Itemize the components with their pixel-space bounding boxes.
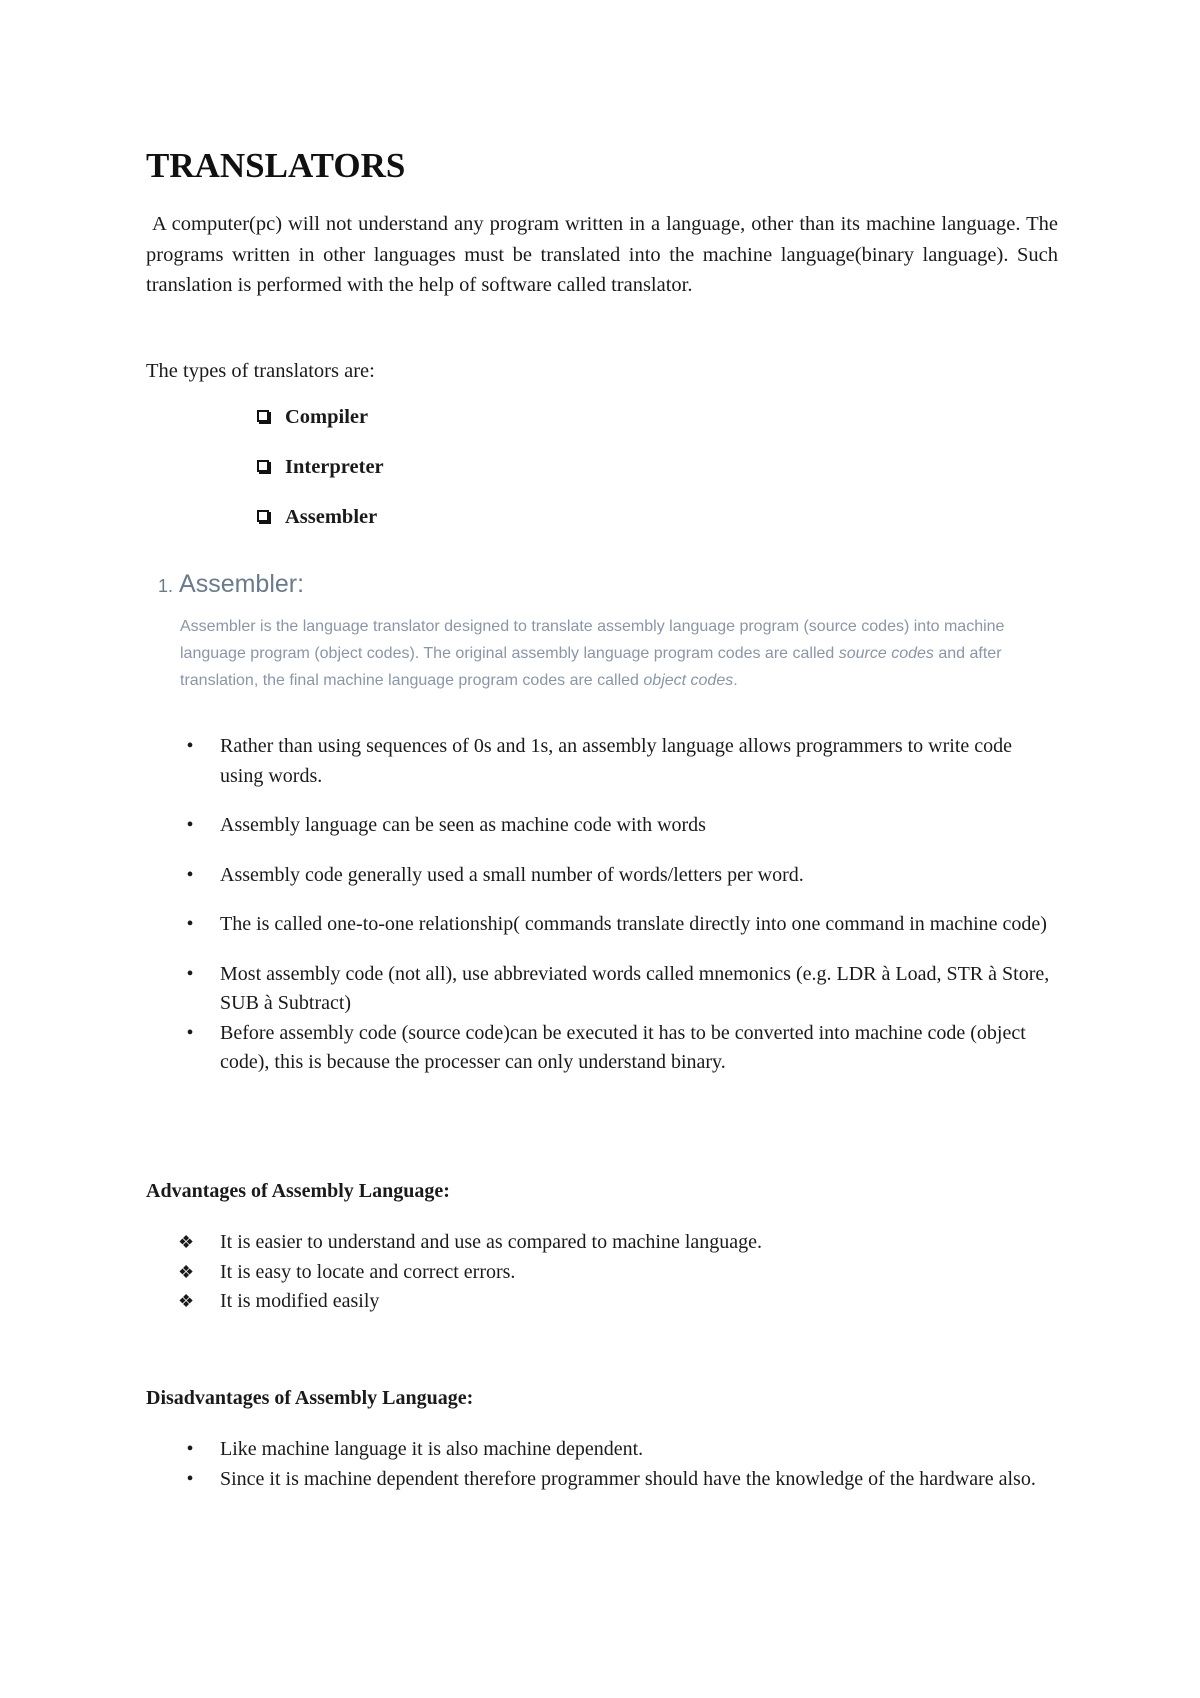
diamond-bullet-icon: ❖	[178, 1232, 195, 1252]
list-item	[180, 1228, 1060, 1258]
embedded-body-text	[180, 613, 1050, 694]
list-item-text: Since it is machine dependent therefore programmer should have the knowledge of the hardware also.	[220, 1467, 1036, 1490]
list-item-text: It is modified easily	[220, 1290, 380, 1312]
bullet-icon: •	[186, 863, 194, 886]
list-item-text: The is called one-to-one relationship( commands translate directly into one command in machine code)	[220, 913, 1047, 935]
diamond-bullet-icon: ❖	[178, 1291, 195, 1311]
list-item	[180, 1287, 1060, 1317]
embedded-assembler-excerpt	[158, 570, 1058, 694]
translator-type-label: Compiler	[285, 406, 369, 428]
embedded-body-part: and after translation, the final machine language program codes are called	[180, 645, 1002, 689]
embedded-heading	[158, 570, 1058, 599]
list-item	[180, 861, 1060, 891]
bullet-icon: •	[186, 1021, 194, 1044]
list-item-text: It is easy to locate and correct errors.	[220, 1260, 516, 1283]
advantages-heading: Advantages of Assembly Language:	[146, 1180, 450, 1202]
list-item-text: Like machine language it is also machine dependent.	[220, 1438, 644, 1460]
translator-type-item	[255, 406, 384, 456]
embedded-body-part: Assembler is the language translator designed to translate assembly language program (source codes) into machine language program (object codes). The original assembly language program codes are called	[180, 618, 1005, 662]
intro-paragraph: A computer(pc) will not understand any program written in a language, other than its machine language. The programs written in other languages must be translated into the machine language(binary language). Such translation is performed with the help of software called translator.	[146, 213, 1058, 296]
list-item	[180, 960, 1060, 1019]
bullet-icon: •	[186, 962, 194, 985]
embedded-heading-number: 1.	[158, 576, 174, 596]
translator-type-item	[255, 506, 384, 556]
bullet-icon: •	[186, 913, 194, 935]
types-lead-text: The types of translators are:	[146, 360, 375, 382]
bullet-icon: •	[186, 735, 194, 757]
translator-type-item	[255, 456, 384, 506]
diamond-bullet-icon: ❖	[178, 1261, 195, 1282]
list-item	[180, 910, 1060, 940]
list-item	[180, 1465, 1060, 1495]
embedded-heading-title: Assembler:	[179, 570, 305, 598]
list-item	[180, 732, 1060, 791]
list-item	[180, 1258, 1060, 1288]
list-item	[180, 1019, 1060, 1078]
advantages-list	[180, 1228, 1060, 1317]
disadvantages-list	[180, 1435, 1060, 1494]
checkbox-icon	[257, 460, 269, 472]
bullet-icon: •	[186, 814, 194, 836]
disadvantages-heading: Disadvantages of Assembly Language:	[146, 1387, 474, 1409]
list-item-text: Assembly language can be seen as machine code with words	[220, 814, 706, 836]
list-item-text: Most assembly code (not all), use abbreviated words called mnemonics (e.g. LDR à Load, STR à Store, SUB à Subtract)	[220, 962, 1050, 1014]
embedded-body-emphasis: source codes	[838, 645, 934, 662]
list-item-text: It is easier to understand and use as compared to machine language.	[220, 1231, 763, 1253]
translator-types-list	[255, 406, 384, 556]
checkbox-icon	[257, 510, 269, 522]
translator-type-label: Assembler	[285, 506, 378, 528]
bullet-icon: •	[186, 1438, 194, 1460]
embedded-body-part: .	[733, 672, 738, 689]
list-item	[180, 811, 1060, 841]
translator-type-label: Interpreter	[285, 456, 384, 478]
document-title: TRANSLATORS	[146, 146, 406, 185]
list-item-text: Rather than using sequences of 0s and 1s, an assembly language allows programmers to write code using words.	[220, 735, 1013, 787]
list-item-text: Assembly code generally used a small number of words/letters per word.	[220, 863, 804, 886]
embedded-body-emphasis: object codes	[643, 672, 734, 689]
list-item-text: Before assembly code (source code)can be executed it has to be converted into machine code (object code), this is because the processer can only understand binary.	[220, 1021, 1026, 1073]
bullet-icon: •	[186, 1467, 194, 1490]
list-item	[180, 1435, 1060, 1465]
checkbox-icon	[257, 410, 269, 422]
assembly-facts-list	[180, 732, 1060, 1078]
